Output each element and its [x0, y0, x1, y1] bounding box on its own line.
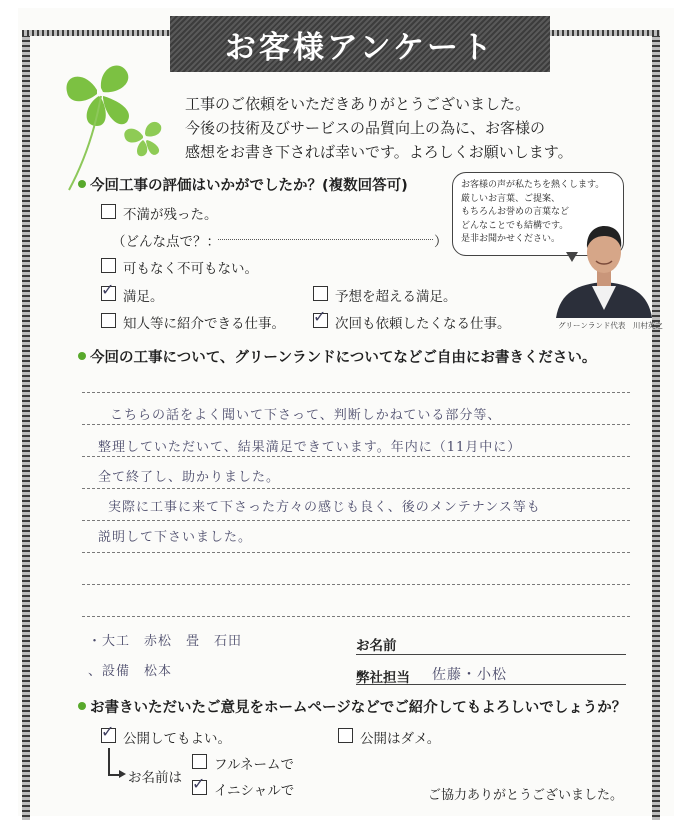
- q3-heading: [78, 696, 626, 717]
- label-neutral: 可もなく不可もない。: [123, 261, 258, 277]
- bubble-line: 厳しいお言葉、ご提案、: [461, 193, 561, 204]
- label-full-name: フルネームで: [214, 757, 295, 773]
- ruled-line: [82, 488, 630, 489]
- checkbox-publish-ok[interactable]: [101, 722, 116, 743]
- representative-caption: グリーンランド代表 川村英之: [558, 321, 663, 330]
- q2-heading: [78, 346, 596, 367]
- checkbox-initial[interactable]: [192, 774, 207, 795]
- name-label: お名前: [356, 638, 397, 654]
- left-border: [22, 30, 30, 820]
- checkbox-recommend[interactable]: [101, 313, 116, 328]
- checkbox-satisfied[interactable]: [101, 280, 116, 301]
- label-publish-ng: 公開はダメ。: [360, 731, 441, 747]
- ruled-line: [82, 424, 630, 425]
- ruled-line: [82, 520, 630, 521]
- ruled-line: [82, 392, 630, 393]
- check-mark-icon: ✓: [313, 307, 327, 326]
- label-dissatisfied: 不満が残った。: [123, 207, 218, 223]
- workers-line: ・大工 赤松 畳 石田: [88, 634, 243, 649]
- label-publish-ok: 公開してもよい。: [123, 731, 231, 747]
- ruled-line: [82, 552, 630, 553]
- thanks-text: ご協力ありがとうございました。: [428, 788, 624, 803]
- bullet-dot-icon: [78, 702, 86, 710]
- page-title: お客様アンケート: [224, 29, 496, 66]
- bullet-dot-icon: [78, 180, 86, 188]
- bubble-line: どんなことでも結構です。: [461, 220, 569, 231]
- intro-line: 感想をお書き下されば幸いです。よろしくお願いします。: [185, 143, 573, 161]
- q1-heading-text: 今回工事の評価はいかがでしたか？(複数回答可): [90, 178, 408, 194]
- workers-line: 、設備 松本: [88, 664, 173, 679]
- comment-line: 整理していただいて、結果満足できています。年内に（11月中に）: [98, 440, 522, 455]
- label-which-point: （どんな点で？：: [112, 234, 220, 250]
- ruled-line: [82, 584, 630, 585]
- checkbox-dissatisfied[interactable]: [101, 204, 116, 219]
- comment-line: こちらの話をよく聞いて下さって、判断しかねている部分等、: [110, 408, 502, 423]
- checkbox-neutral[interactable]: [101, 258, 116, 273]
- arrow-line: [108, 748, 110, 774]
- q3-heading-text: お書きいただいたご意見をホームページなどでご紹介してもよろしいでしょうか？: [90, 700, 627, 716]
- label-next-time: 次回も依頼したくなる仕事。: [335, 316, 511, 332]
- staff-field[interactable]: [356, 684, 626, 685]
- q2-heading-text: 今回の工事について、グリーンランドについてなどご自由にお書きください。: [90, 350, 597, 366]
- name-field[interactable]: [356, 654, 626, 655]
- bubble-line: お客様の声が私たちを熱くします。: [461, 180, 605, 190]
- label-name-is: お名前は: [128, 770, 182, 786]
- staff-value: 佐藤・小松: [432, 667, 507, 683]
- comment-line: 説明して下さいました。: [98, 530, 253, 545]
- label-beyond-expectation: 予想を超える満足。: [335, 289, 457, 305]
- intro-line: 工事のご依頼をいただきありがとうございました。: [185, 95, 531, 113]
- representative-photo: [552, 214, 656, 318]
- bubble-line: 是非お聞かせください。: [461, 234, 561, 244]
- bullet-dot-icon: [78, 352, 86, 360]
- right-border: [652, 30, 660, 820]
- check-mark-icon: ✓: [192, 774, 206, 793]
- checkbox-publish-ng[interactable]: [338, 728, 353, 743]
- title-band: [170, 16, 550, 72]
- checkbox-next-time[interactable]: [313, 307, 328, 328]
- checkbox-full-name[interactable]: [192, 754, 207, 769]
- checkbox-beyond-expectation[interactable]: [313, 286, 328, 301]
- label-paren-close: ）: [434, 234, 448, 250]
- arrow-right-icon: [119, 770, 126, 778]
- check-mark-icon: ✓: [101, 722, 115, 741]
- check-mark-icon: ✓: [101, 280, 115, 299]
- label-satisfied: 満足。: [123, 289, 164, 305]
- bubble-line: もちろんお誉めの言葉など: [461, 207, 570, 217]
- intro-text: [185, 92, 573, 164]
- which-point-field[interactable]: [218, 239, 433, 240]
- comment-line: 全て終了し、助かりました。: [98, 470, 281, 485]
- staff-label: 弊社担当: [356, 670, 410, 686]
- q1-heading: [78, 174, 408, 195]
- comment-line: 実際に工事に来て下さった方々の感じも良く、後のメンテナンス等も: [108, 500, 541, 515]
- label-initial: イニシャルで: [214, 783, 295, 799]
- intro-line: 今後の技術及びサービスの品質向上の為に、お客様の: [185, 119, 546, 137]
- ruled-line: [82, 616, 630, 617]
- ruled-line: [82, 456, 630, 457]
- label-recommend: 知人等に紹介できる仕事。: [123, 316, 285, 332]
